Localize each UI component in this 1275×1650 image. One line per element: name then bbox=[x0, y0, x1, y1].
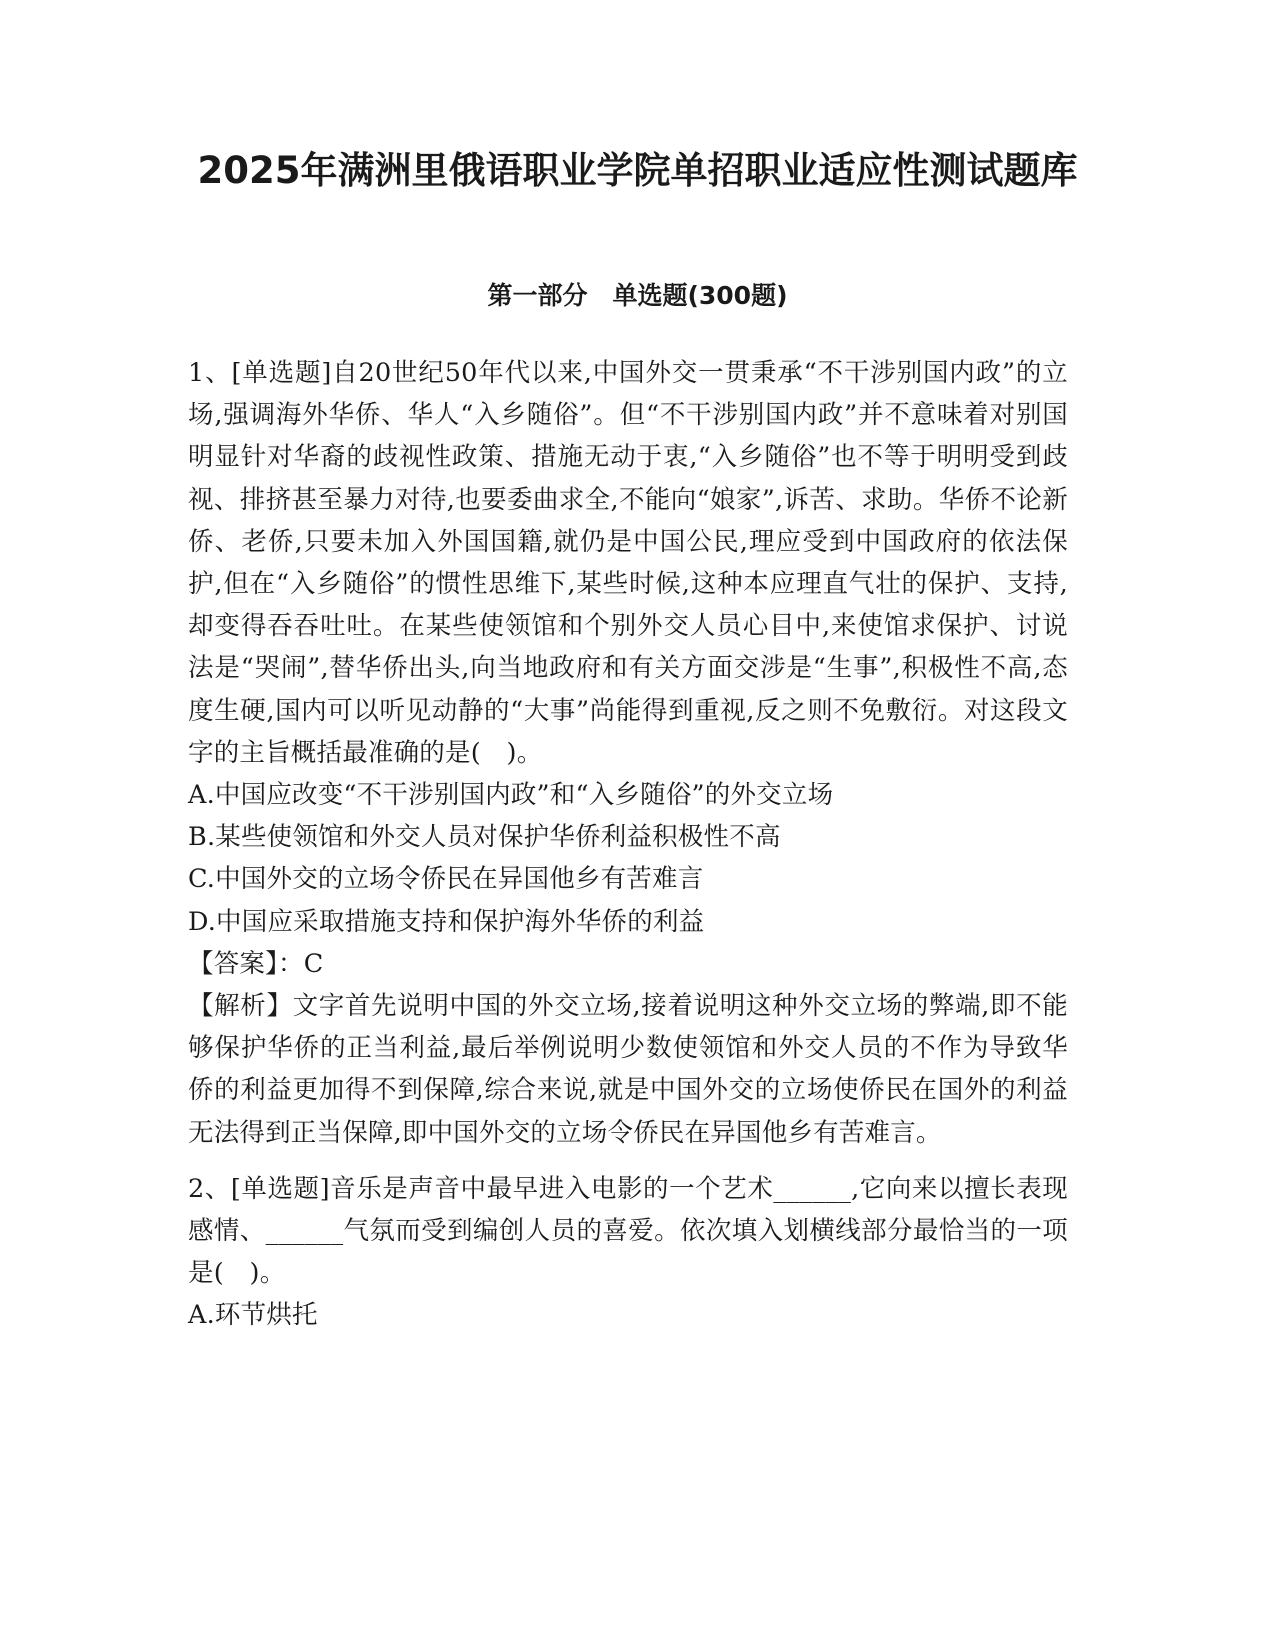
question-item bbox=[188, 1168, 1068, 1337]
option-a: A.中国应改变“不干涉别国内政”和“入乡随俗”的外交立场 bbox=[188, 780, 834, 811]
answer-line: 【答案】：C bbox=[188, 948, 324, 979]
option-c: C.中国外交的立场令侨民在异国他乡有苦难言 bbox=[188, 864, 704, 895]
option-a: A.环节烘托 bbox=[188, 1300, 318, 1331]
option-d: D.中国应采取措施支持和保护海外华侨的利益 bbox=[188, 906, 705, 937]
analysis-text: 【解析】文字首先说明中国的外交立场,接着说明这种外交立场的弊端,即不能够保护华侨的正当利益,最后举例说明少数使领馆和外交人员的不作为导致华侨的利益更加得不到保障,综合来说,就是中国外交的立场使侨民在国外的利益无法得到正当保障,即中国外交的立场令侨民在异国他乡有苦难言。 bbox=[188, 991, 1068, 1148]
section-heading: 第一部分 单选题(300题) bbox=[487, 281, 788, 310]
question-list bbox=[188, 352, 1068, 1351]
question-stem: 2、[单选题]音乐是声音中最早进入电影的一个艺术______,它向来以擅长表现感情、______气氛而受到编创人员的喜爱。依次填入划横线部分最恰当的一项是( )。 bbox=[188, 1173, 1068, 1289]
question-stem: 1、[单选题]自20世纪50年代以来,中国外交一贯秉承“不干涉别国内政”的立场,强调海外华侨、华人“入乡随俗”。但“不干涉别国内政”并不意味着对别国明显针对华裔的歧视性政策、措施无动于衷,“入乡随俗”也不等于明明受到歧视、排挤甚至暴力对待,也要委曲求全,不能向“娘家”,诉苦、求助。华侨不论新侨、老侨,只要未加入外国国籍,就仍是中国公民,理应受到中国政府的依法保护,但在“入乡随俗”的惯性思维下,某些时候,这种本应理直气壮的保护、支持,却变得吞吞吐吐。在某些使领馆和个别外交人员心目中,来使馆求保护、讨说法是“哭闹”,替华侨出头,向当地政府和有关方面交涉是“生事”,积极性不高,态度生硬,国内可以听见动静的“大事”尚能得到重视,反之则不免敷衍。对这段文字的主旨概括最准确的是( )。 bbox=[188, 358, 1068, 768]
question-item bbox=[188, 352, 1068, 1154]
document-title: 2025年满洲里俄语职业学院单招职业适应性测试题库 bbox=[197, 149, 1078, 192]
option-b: B.某些使领馆和外交人员对保护华侨利益积极性不高 bbox=[188, 822, 781, 853]
